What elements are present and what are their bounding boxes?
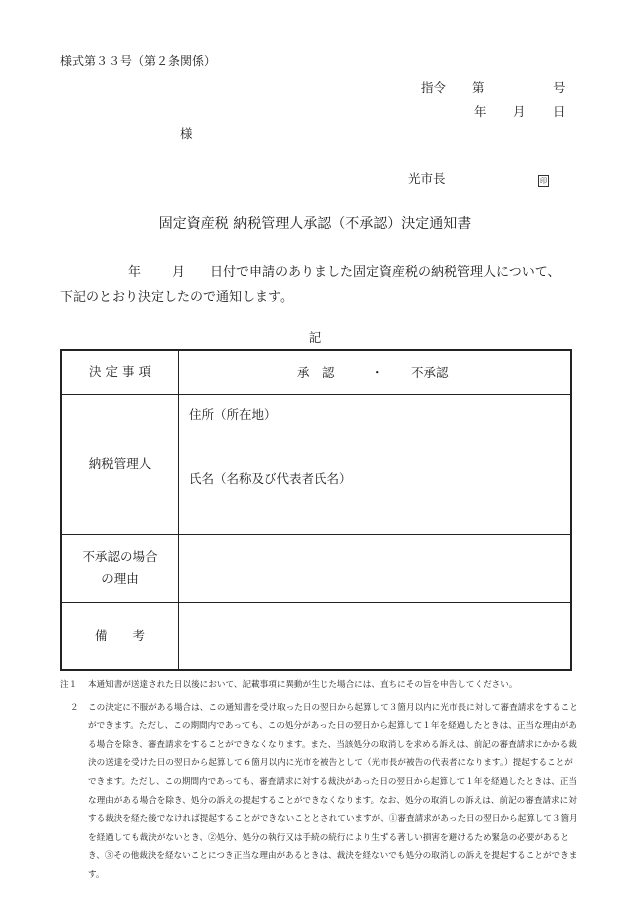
name-label: 氏名（名称及び代表者氏名） — [189, 470, 352, 486]
table-row — [61, 350, 571, 394]
remarks-value — [179, 602, 572, 670]
tax-manager-label: 納税管理人 — [61, 394, 179, 534]
seal-icon: 印 — [540, 176, 547, 185]
approve-option: 承 認 — [297, 365, 335, 381]
body-year: 年 — [128, 265, 142, 280]
address-label: 住所（所在地） — [189, 406, 277, 422]
rejection-reason-line2: の理由 — [101, 571, 139, 586]
issuer: 光市長 — [408, 171, 446, 186]
rejection-reason-line1: 不承認の場合 — [82, 549, 158, 564]
option-separator: ・ — [371, 365, 384, 381]
form-number: 様式第３３号（第２条関係） — [60, 54, 217, 68]
body-line2: 下記のとおり決定したので通知します。 — [60, 290, 293, 305]
ki-label: 記 — [308, 330, 322, 345]
decision-table — [60, 349, 572, 671]
document-title: 固定資産税 納税管理人承認（不承認）決定通知書 — [158, 216, 472, 232]
date-day: 日 — [553, 104, 566, 119]
body-line1: 日付で申請のありました固定資産税の納税管理人について、 — [210, 265, 561, 280]
note-2-text: この決定に不服がある場合は、この通知書を受け取った日の翌日から起算して３箇月以内に光市長に対して審査請求をすることができます。ただし、この期間内であっても、この処分があった日の翌日から起算して１年を経過したときは、正当な理由がある場合を除き、審査請求をすることができなくなります。また、当該処分の取消しを求める訴えは、前記の審査請求にかかる裁決の送達を受けた日の翌日から起算して６箇月以内に光市を被告として（光市長が被告の代表者になります。）提起することができます。ただし、この期間内であっても、審査請求に対する裁決があった日の翌日から起算して１年を経過したときは、正当な理由がある場合を除き、処分の訴えの提起することができなくなります。なお、処分の取消しの訴えは、前記の審査請求に対する裁決を経た後でなければ提起することができないこととされていますが、①審査請求があった日の翌日から起算して３箇月を経過しても裁決がないとき、②処分、処分の執行又は手続の続行により生ずる著しい損害を避けるため緊急の必要があるとき、③その他裁決を経ないことにつき正当な理由があるときは、裁決を経ないでも処分の取消しの訴えを提起することができます。 — [88, 702, 578, 880]
rejection-reason-label — [61, 534, 179, 602]
note-1-text: 本通知書が送達された日以後において、記載事項に異動が生じた場合には、直ちにその旨を申告してください。 — [87, 680, 518, 690]
table-row — [61, 394, 571, 534]
tax-manager-value — [179, 394, 572, 534]
note-2-marker: ２ — [70, 702, 79, 713]
table-row — [61, 534, 571, 602]
notes — [60, 676, 580, 885]
table-row — [61, 602, 571, 670]
order-go: 号 — [553, 80, 566, 95]
decision-value — [179, 350, 572, 394]
order-dai: 第 — [472, 80, 485, 95]
decision-label: 決 定 事 項 — [61, 350, 179, 394]
body-month: 月 — [172, 265, 186, 280]
date-year: 年 — [474, 104, 487, 119]
remarks-label: 備 考 — [61, 602, 179, 670]
note-1 — [60, 676, 580, 695]
date-month: 月 — [513, 104, 526, 119]
seal-mark — [538, 170, 549, 189]
note-1-marker: 注１ — [60, 680, 78, 690]
note-2 — [60, 699, 580, 885]
addressee-suffix: 様 — [180, 126, 193, 141]
rejection-reason-value — [179, 534, 572, 602]
order-prefix: 指令 — [421, 80, 447, 95]
reject-option: 不承認 — [411, 365, 449, 381]
